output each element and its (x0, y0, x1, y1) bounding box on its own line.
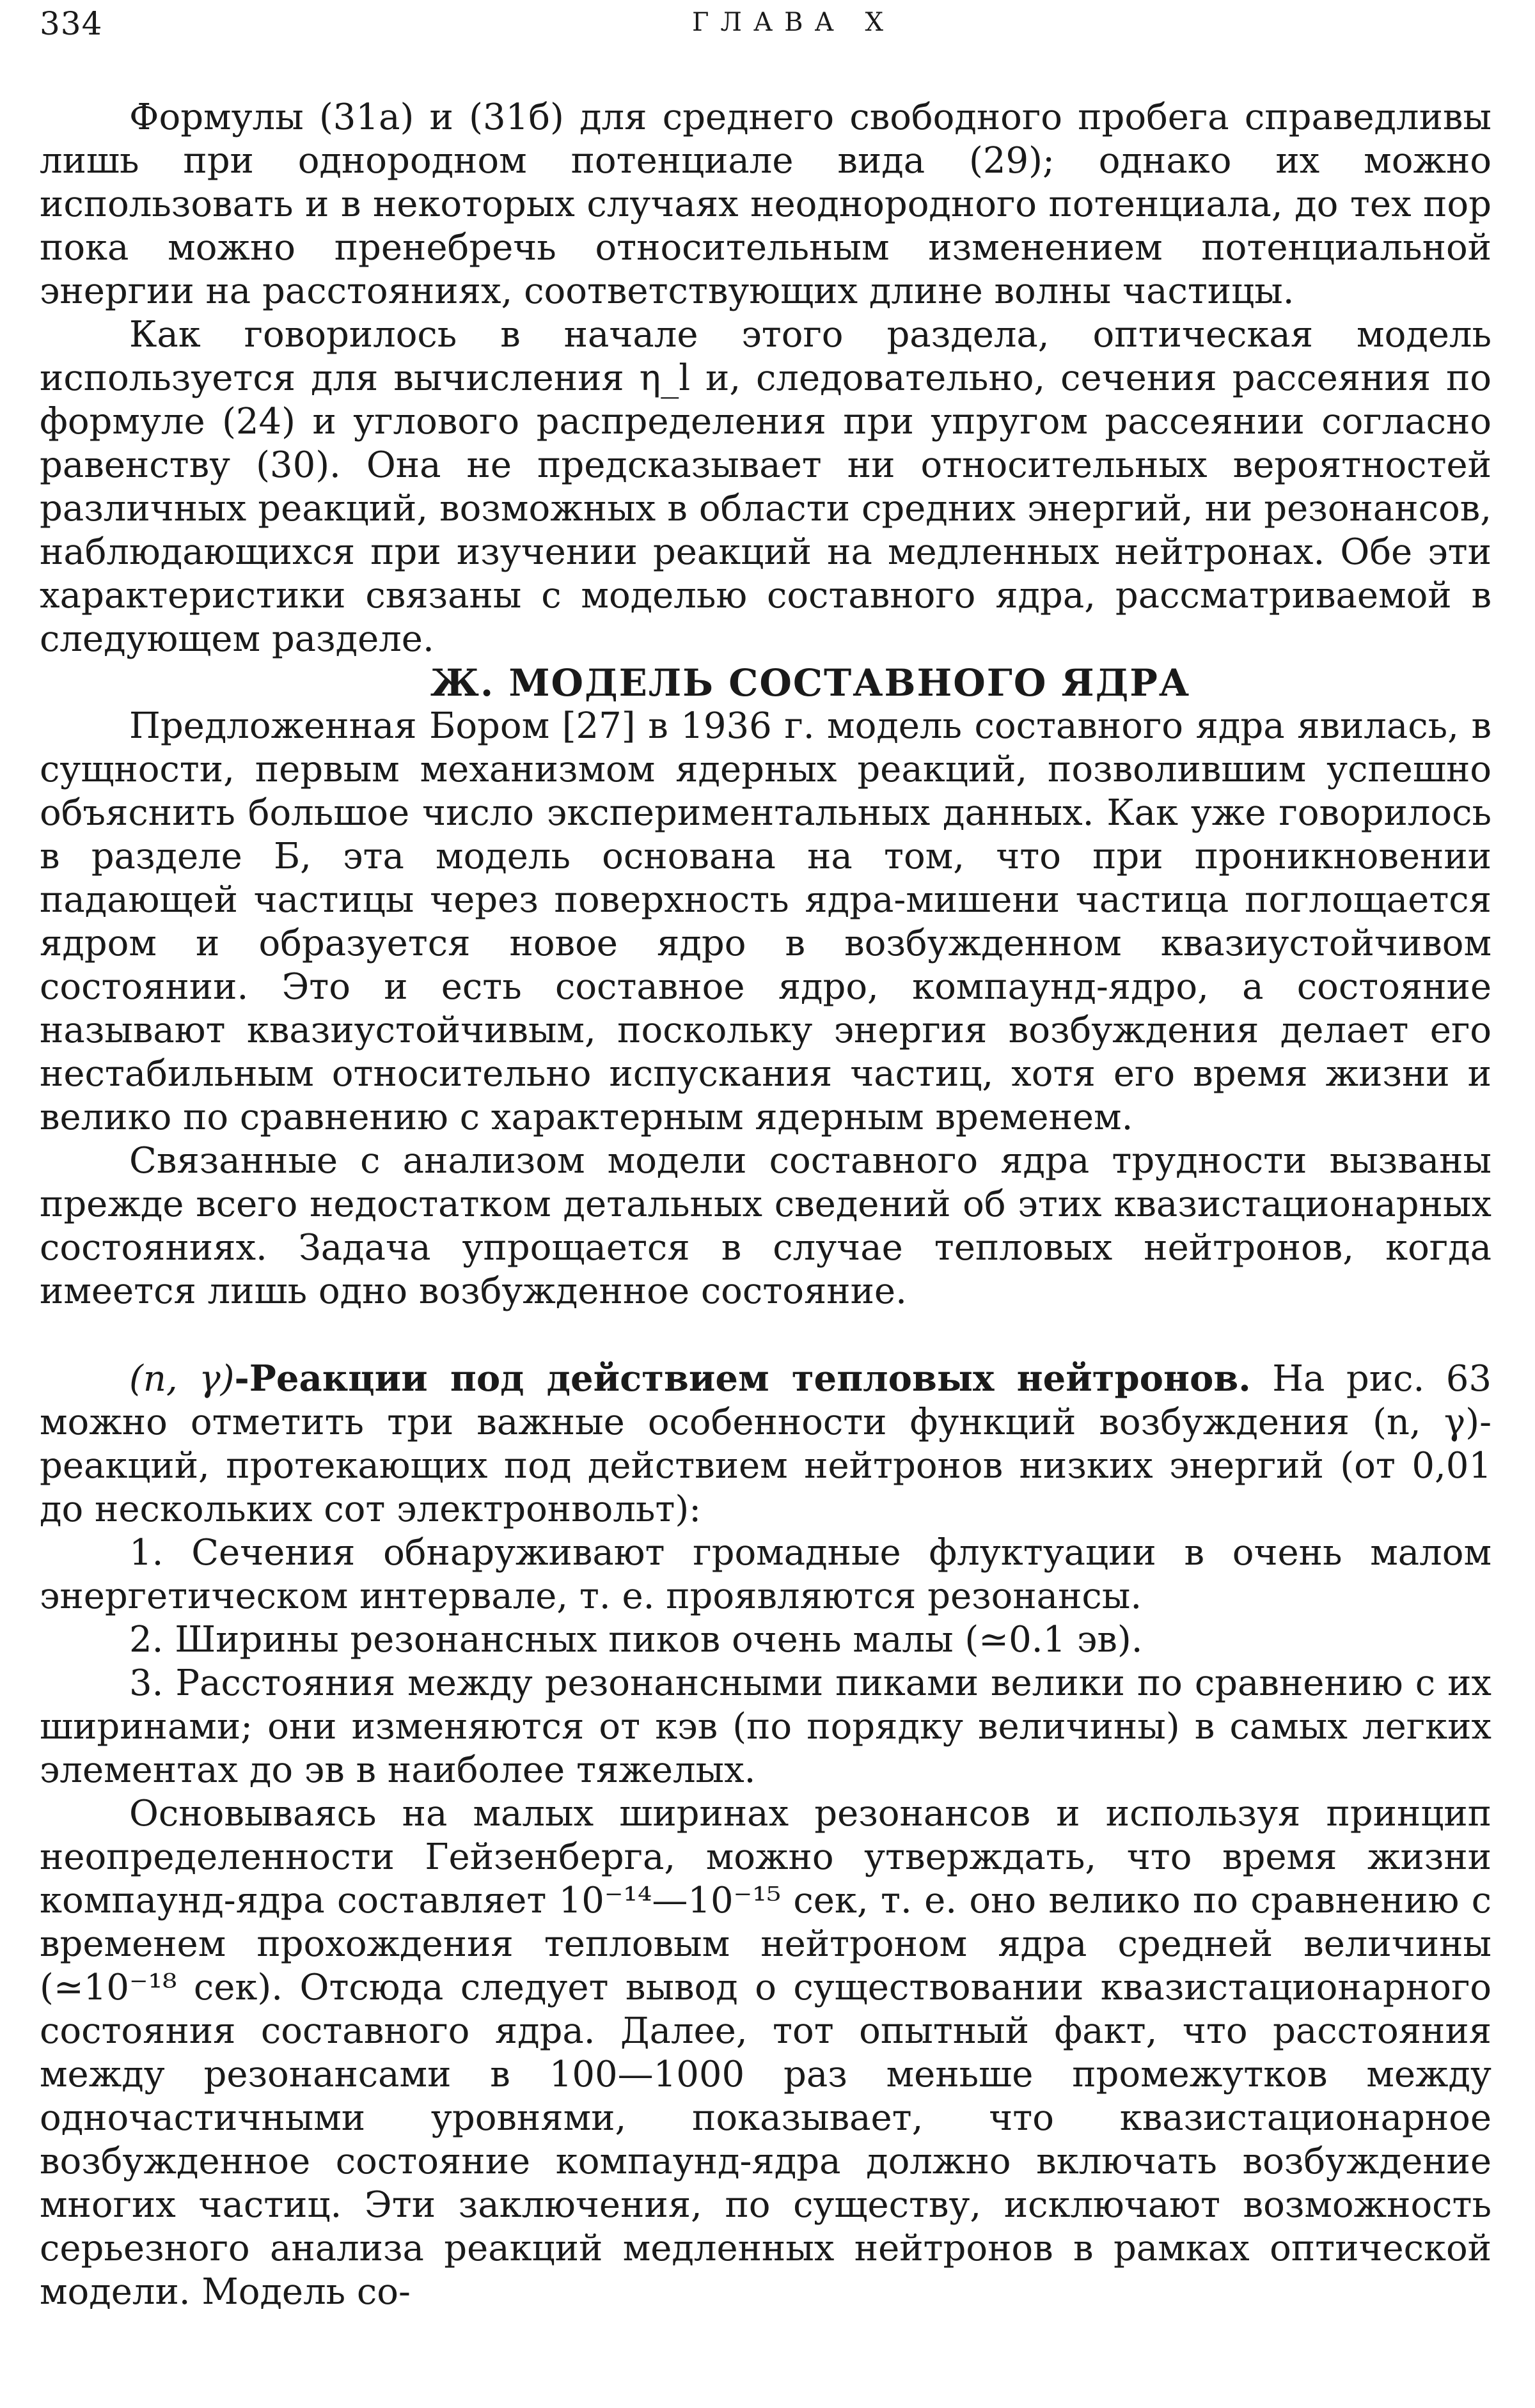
paragraph-n-gamma-text: На рис. 63 можно отметить три важные особенности функций возбуждения (n, γ)-реакций, протекающих под действием нейтронов низких энергий (от 0,01 до нескольких сот электронвольт): (40, 1358, 1492, 1530)
section-title: Ж. МОДЕЛЬ СОСТАВНОГО ЯДРА (430, 661, 1191, 705)
paragraph-optical-model-summary: Как говорилось в начале этого раздела, оптическая модель используется для вычисления η_l и, следовательно, сечения рассеяния по формуле (24) и углового распределения при упругом рассеянии согласно равенству (30). Она не предсказывает ни относительных вероятностей различных реакций, возможных в области средних энергий, ни резонансов, наблюдающихся при изучении реакций на медленных нейтронах. Обе эти характеристики связаны с моделью составного ядра, рассматриваемой в следующем разделе. (40, 314, 1492, 660)
paragraph-difficulties: Связанные с анализом модели составного ядра трудности вызваны прежде всего недостатком детальных сведений об этих квазистационарных состояниях. Задача упрощается в случае тепловых нейтронов, когда имеется лишь одно возбужденное состояние. (40, 1140, 1492, 1312)
paragraph-bohr-model: Предложенная Бором [27] в 1936 г. модель составного ядра явилась, в сущности, первым механизмом ядерных реакций, позволившим успешно объяснить большое число экспериментальных данных. Как уже говорилось в разделе Б, эта модель основана на том, что при проникновении падающей частицы через поверхность ядра-мишени частица поглощается ядром и образуется новое ядро в возбужденном квазиустойчивом состоянии. Это и есть составное ядро, компаунд-ядро, а состояние называют квазиустойчивым, поскольку энергия возбуждения делает его нестабильным относительно испускания частиц, хотя его время жизни и велико по сравнению с характерным ядерным временем. (40, 705, 1492, 1138)
running-head: ГЛАВА X (692, 8, 895, 37)
run-in-heading-bold: -Реакции под действием тепловых нейтронов. (234, 1357, 1251, 1400)
run-in-heading-italic: (n, γ) (129, 1358, 235, 1400)
list-item-spacings: 3. Расстояния между резонансными пиками велики по сравнению с их ширинами; они изменяются от кэв (по порядку величины) в самых легких элементах до эв в наиболее тяжелых. (40, 1662, 1492, 1791)
run-in-heading (129, 1357, 1251, 1400)
page-body (40, 96, 1492, 2314)
paragraph-n-gamma-reactions (40, 1357, 1492, 1531)
paragraph-optical-formulas: Формулы (31а) и (31б) для среднего свободного пробега справедливы лишь при однородном потенциале вида (29); однако их можно использовать и в некоторых случаях неоднородного потенциала, до тех пор пока можно пренебречь относительным изменением потенциальной энергии на расстояниях, соответствующих длине волны частицы. (40, 97, 1492, 312)
list-item-resonances: 1. Сечения обнаруживают громадные флуктуации в очень малом энергетическом интервале, т. е. проявляются резонансы. (40, 1532, 1492, 1617)
paragraph-gap (40, 1313, 1492, 1357)
page-number: 334 (40, 5, 103, 42)
list-item-widths: 2. Ширины резонансных пиков очень малы (≃0.1 эв). (129, 1619, 1143, 1661)
page-header (40, 5, 1498, 43)
paragraph-lifetime: Основываясь на малых ширинах резонансов и используя принцип неопределенности Гейзенберга, можно утверждать, что время жизни компаунд-ядра составляет 10⁻¹⁴—10⁻¹⁵ сек, т. е. оно велико по сравнению с временем прохождения тепловым нейтроном ядра средней величины (≃10⁻¹⁸ сек). Отсюда следует вывод о существовании квазистационарного состояния составного ядра. Далее, тот опытный факт, что расстояния между резонансами в 100—1000 раз меньше промежутков между одночастичными уровнями, показывает, что квазистационарное возбужденное состояние компаунд-ядра должно включать возбуждение многих частиц. Эти заключения, по существу, исключают возможность серьезного анализа реакций медленных нейтронов в рамках оптической модели. Модель со- (40, 1793, 1492, 2313)
